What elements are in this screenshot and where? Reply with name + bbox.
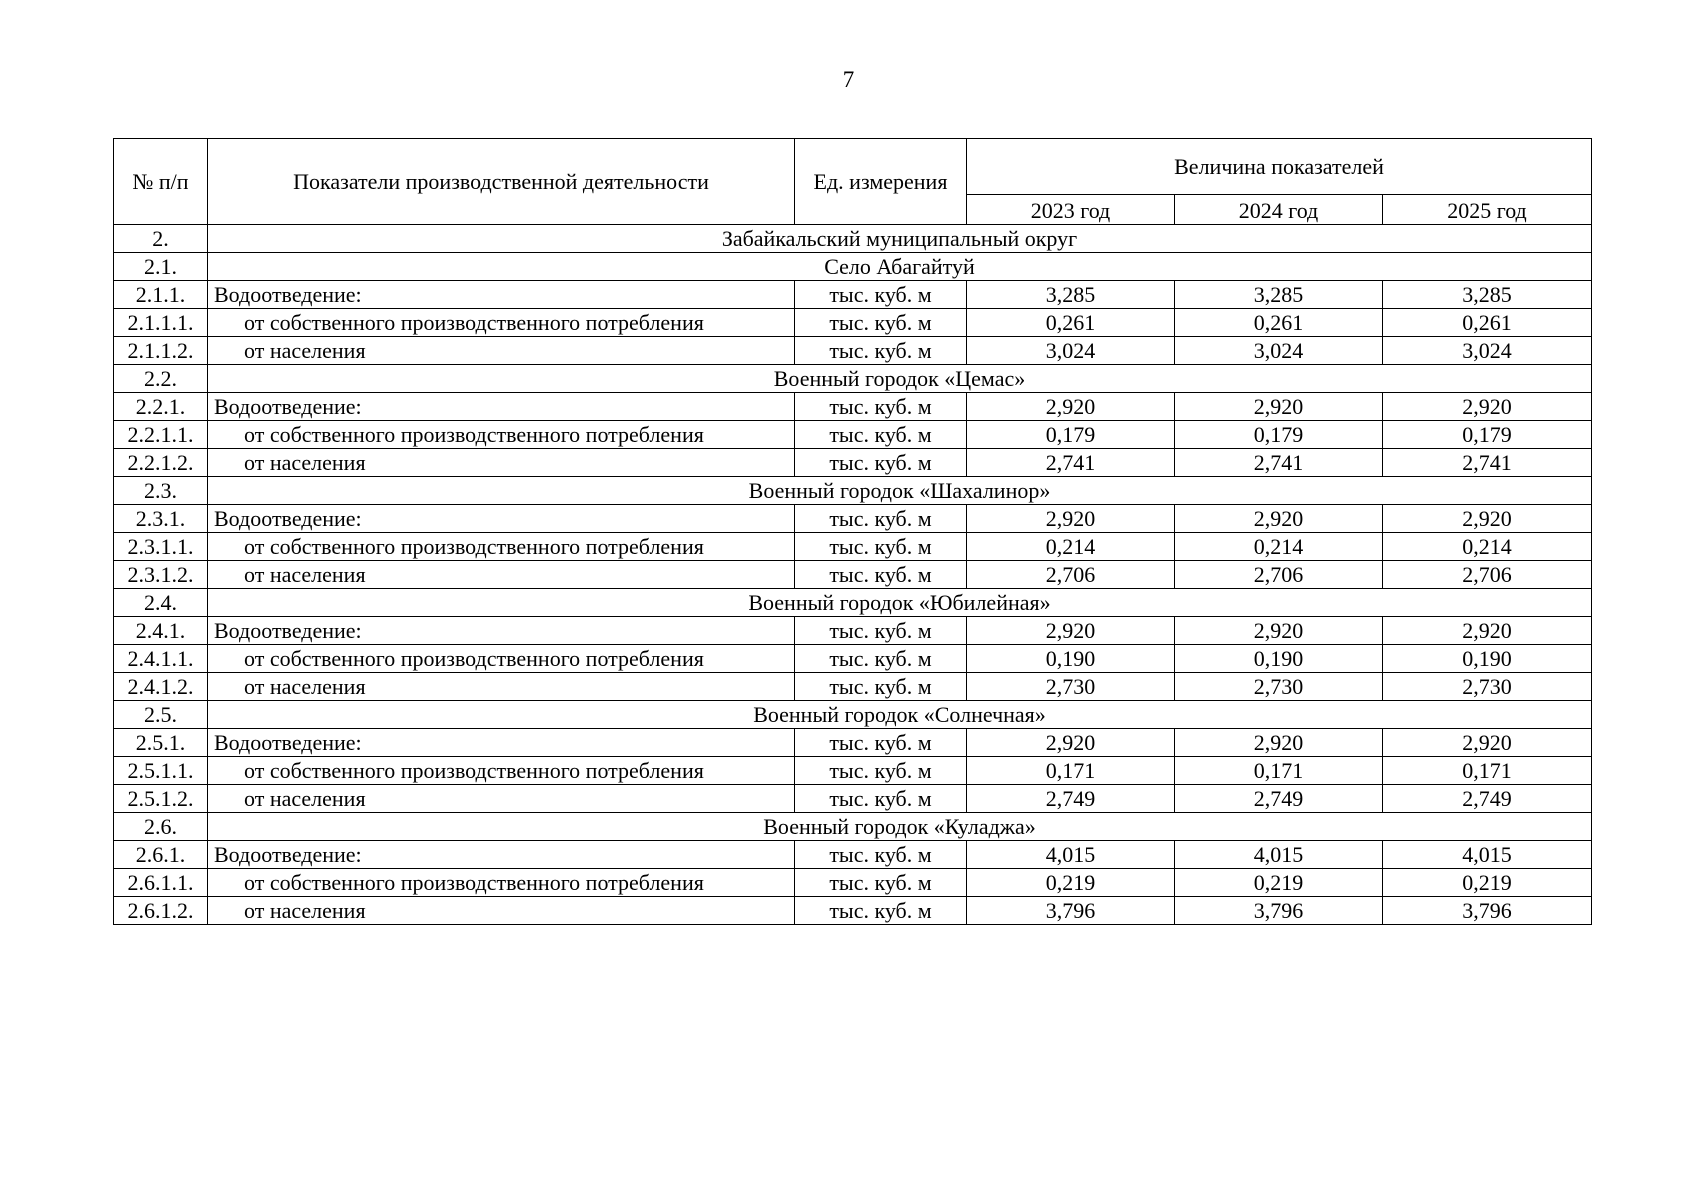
table-row	[114, 337, 1592, 365]
table-row	[114, 533, 1592, 561]
indicator-label: Водоотведение:	[208, 841, 795, 869]
section-title: Военный городок «Куладжа»	[208, 813, 1592, 841]
indicator-label: от населения	[208, 449, 795, 477]
page-number: 7	[842, 67, 855, 92]
indicator-label: от собственного производственного потребления	[208, 757, 795, 785]
unit-cell: тыс. куб. м	[795, 841, 967, 869]
section-title: Село Абагайтуй	[208, 253, 1592, 281]
row-number: 2.2.	[114, 365, 208, 393]
header-num: № п/п	[114, 139, 208, 225]
row-number: 2.4.	[114, 589, 208, 617]
row-number: 2.1.1.1.	[114, 309, 208, 337]
section-title: Военный городок «Солнечная»	[208, 701, 1592, 729]
unit-cell: тыс. куб. м	[795, 617, 967, 645]
section-row	[114, 813, 1592, 841]
unit-cell: тыс. куб. м	[795, 337, 967, 365]
unit-cell: тыс. куб. м	[795, 869, 967, 897]
table-row	[114, 505, 1592, 533]
indicator-label: от собственного производственного потребления	[208, 421, 795, 449]
row-number: 2.2.1.2.	[114, 449, 208, 477]
header-year-2024: 2024 год	[1175, 195, 1383, 225]
value-2024: 3,285	[1175, 281, 1383, 309]
value-2023: 0,214	[967, 533, 1175, 561]
unit-cell: тыс. куб. м	[795, 309, 967, 337]
row-number: 2.4.1.2.	[114, 673, 208, 701]
value-2023: 2,730	[967, 673, 1175, 701]
table-row	[114, 897, 1592, 925]
row-number: 2.4.1.1.	[114, 645, 208, 673]
section-title: Военный городок «Цемас»	[208, 365, 1592, 393]
unit-cell: тыс. куб. м	[795, 281, 967, 309]
indicator-label: Водоотведение:	[208, 281, 795, 309]
section-title: Военный городок «Шахалинор»	[208, 477, 1592, 505]
value-2023: 0,179	[967, 421, 1175, 449]
table-row	[114, 757, 1592, 785]
indicator-label: от населения	[208, 673, 795, 701]
row-number: 2.1.	[114, 253, 208, 281]
value-2025: 3,285	[1383, 281, 1592, 309]
value-2024: 2,920	[1175, 729, 1383, 757]
indicator-label: Водоотведение:	[208, 617, 795, 645]
unit-cell: тыс. куб. м	[795, 561, 967, 589]
row-number: 2.6.1.2.	[114, 897, 208, 925]
indicator-label: Водоотведение:	[208, 729, 795, 757]
unit-cell: тыс. куб. м	[795, 449, 967, 477]
table-row	[114, 309, 1592, 337]
row-number: 2.4.1.	[114, 617, 208, 645]
table-row	[114, 729, 1592, 757]
table-row	[114, 449, 1592, 477]
value-2025: 0,190	[1383, 645, 1592, 673]
value-2025: 2,920	[1383, 505, 1592, 533]
header-indicator: Показатели производственной деятельности	[208, 139, 795, 225]
table-row	[114, 785, 1592, 813]
value-2025: 0,171	[1383, 757, 1592, 785]
row-number: 2.	[114, 225, 208, 253]
unit-cell: тыс. куб. м	[795, 421, 967, 449]
value-2025: 0,214	[1383, 533, 1592, 561]
value-2024: 0,261	[1175, 309, 1383, 337]
indicator-label: от собственного производственного потребления	[208, 869, 795, 897]
table-row	[114, 673, 1592, 701]
indicator-label: от собственного производственного потребления	[208, 309, 795, 337]
section-row	[114, 225, 1592, 253]
value-2023: 2,920	[967, 617, 1175, 645]
value-2024: 2,920	[1175, 617, 1383, 645]
value-2025: 4,015	[1383, 841, 1592, 869]
value-2023: 3,024	[967, 337, 1175, 365]
table-row	[114, 617, 1592, 645]
header-year-2025: 2025 год	[1383, 195, 1592, 225]
value-2025: 0,219	[1383, 869, 1592, 897]
value-2024: 2,749	[1175, 785, 1383, 813]
unit-cell: тыс. куб. м	[795, 673, 967, 701]
section-row	[114, 701, 1592, 729]
row-number: 2.2.1.	[114, 393, 208, 421]
row-number: 2.5.	[114, 701, 208, 729]
value-2024: 0,179	[1175, 421, 1383, 449]
section-row	[114, 589, 1592, 617]
unit-cell: тыс. куб. м	[795, 757, 967, 785]
value-2024: 2,920	[1175, 393, 1383, 421]
section-row	[114, 253, 1592, 281]
value-2023: 0,219	[967, 869, 1175, 897]
value-2023: 2,920	[967, 505, 1175, 533]
indicator-label: от населения	[208, 561, 795, 589]
section-title: Забайкальский муниципальный округ	[208, 225, 1592, 253]
header-unit: Ед. измерения	[795, 139, 967, 225]
unit-cell: тыс. куб. м	[795, 897, 967, 925]
value-2024: 0,214	[1175, 533, 1383, 561]
value-2025: 2,920	[1383, 617, 1592, 645]
value-2024: 0,219	[1175, 869, 1383, 897]
value-2024: 2,706	[1175, 561, 1383, 589]
value-2023: 2,741	[967, 449, 1175, 477]
value-2023: 2,749	[967, 785, 1175, 813]
value-2025: 2,730	[1383, 673, 1592, 701]
header-values-group: Величина показателей	[967, 139, 1592, 195]
value-2024: 0,171	[1175, 757, 1383, 785]
table-row	[114, 869, 1592, 897]
table-row	[114, 561, 1592, 589]
indicator-label: от собственного производственного потребления	[208, 533, 795, 561]
indicator-label: Водоотведение:	[208, 393, 795, 421]
value-2025: 2,706	[1383, 561, 1592, 589]
table-row	[114, 645, 1592, 673]
indicator-label: от собственного производственного потребления	[208, 645, 795, 673]
value-2024: 2,920	[1175, 505, 1383, 533]
unit-cell: тыс. куб. м	[795, 729, 967, 757]
value-2025: 2,749	[1383, 785, 1592, 813]
section-row	[114, 365, 1592, 393]
value-2024: 2,741	[1175, 449, 1383, 477]
value-2025: 2,920	[1383, 729, 1592, 757]
value-2023: 2,920	[967, 393, 1175, 421]
unit-cell: тыс. куб. м	[795, 393, 967, 421]
row-number: 2.1.1.	[114, 281, 208, 309]
value-2025: 3,024	[1383, 337, 1592, 365]
row-number: 2.6.	[114, 813, 208, 841]
header-year-2023: 2023 год	[967, 195, 1175, 225]
unit-cell: тыс. куб. м	[795, 505, 967, 533]
value-2024: 2,730	[1175, 673, 1383, 701]
row-number: 2.5.1.	[114, 729, 208, 757]
row-number: 2.3.1.	[114, 505, 208, 533]
indicator-label: от населения	[208, 785, 795, 813]
value-2023: 3,285	[967, 281, 1175, 309]
value-2023: 0,171	[967, 757, 1175, 785]
value-2024: 3,796	[1175, 897, 1383, 925]
value-2025: 3,796	[1383, 897, 1592, 925]
indicator-label: от населения	[208, 897, 795, 925]
value-2023: 4,015	[967, 841, 1175, 869]
value-2024: 4,015	[1175, 841, 1383, 869]
table-row	[114, 841, 1592, 869]
value-2024: 0,190	[1175, 645, 1383, 673]
indicator-label: Водоотведение:	[208, 505, 795, 533]
section-row	[114, 477, 1592, 505]
row-number: 2.3.1.1.	[114, 533, 208, 561]
unit-cell: тыс. куб. м	[795, 645, 967, 673]
value-2023: 3,796	[967, 897, 1175, 925]
table-row	[114, 393, 1592, 421]
row-number: 2.2.1.1.	[114, 421, 208, 449]
row-number: 2.6.1.	[114, 841, 208, 869]
value-2025: 0,179	[1383, 421, 1592, 449]
value-2025: 2,741	[1383, 449, 1592, 477]
value-2023: 2,920	[967, 729, 1175, 757]
value-2025: 0,261	[1383, 309, 1592, 337]
value-2024: 3,024	[1175, 337, 1383, 365]
row-number: 2.1.1.2.	[114, 337, 208, 365]
row-number: 2.3.1.2.	[114, 561, 208, 589]
row-number: 2.5.1.1.	[114, 757, 208, 785]
value-2023: 0,190	[967, 645, 1175, 673]
table-row	[114, 281, 1592, 309]
indicator-label: от населения	[208, 337, 795, 365]
unit-cell: тыс. куб. м	[795, 785, 967, 813]
row-number: 2.6.1.1.	[114, 869, 208, 897]
value-2025: 2,920	[1383, 393, 1592, 421]
value-2023: 2,706	[967, 561, 1175, 589]
row-number: 2.5.1.2.	[114, 785, 208, 813]
table-body	[114, 225, 1592, 925]
table-row	[114, 421, 1592, 449]
unit-cell: тыс. куб. м	[795, 533, 967, 561]
indicators-table	[113, 138, 1592, 925]
row-number: 2.3.	[114, 477, 208, 505]
value-2023: 0,261	[967, 309, 1175, 337]
section-title: Военный городок «Юбилейная»	[208, 589, 1592, 617]
